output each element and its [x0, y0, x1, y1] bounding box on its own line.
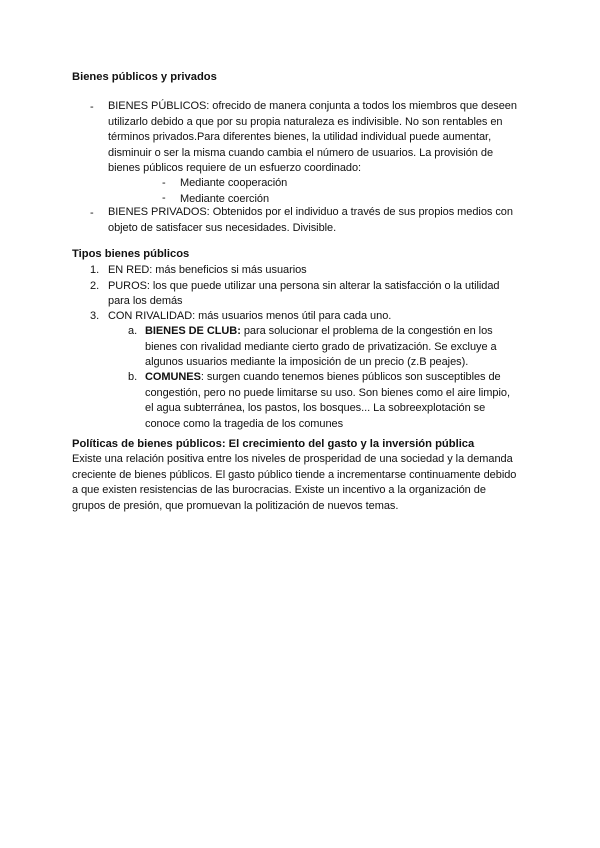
- politicas-line-1: Existe una relación positiva entre los niveles de prosperidad de una sociedad y la demanda: [72, 453, 513, 465]
- comunes-line-1: [145, 370, 501, 385]
- tipo-en-red: EN RED: más beneficios si más usuarios: [108, 264, 307, 276]
- tipo-puros-line-2: para los demás: [108, 295, 183, 307]
- club-bold: BIENES DE CLUB:: [145, 325, 241, 337]
- section-title-politicas: Políticas de bienes públicos: El crecimiento del gasto y la inversión pública: [72, 438, 475, 450]
- politicas-line-2: creciente de bienes públicos. El gasto público tiende a incrementarse continuamente debido: [72, 468, 517, 481]
- comunes-bold: COMUNES: [145, 371, 201, 383]
- sublist-marker-a: a.: [128, 325, 138, 337]
- bullet-publicos-line-3: términos privados.Para diferentes bienes, la utilidad individual puede aumentar,: [108, 131, 492, 143]
- subitem-cooperacion: Mediante cooperación: [180, 177, 288, 189]
- politicas-line-4: grupos de presión, que promuevan la politización de nuevos temas.: [72, 499, 399, 512]
- comunes-text: : surgen cuando tenemos bienes públicos son susceptibles de: [200, 371, 501, 383]
- bullet-privados-line-1: BIENES PRIVADOS: Obtenidos por el individuo a través de sus propios medios con: [108, 206, 513, 218]
- section-title-bienes: Bienes públicos y privados: [72, 71, 217, 83]
- comunes-line-4: conoce como la tragedia de los comunes: [145, 417, 344, 430]
- bullet-dash: -: [90, 207, 94, 219]
- comunes-line-3: el agua subterránea, los pastos, los bosques... La sobreexplotación se: [145, 402, 486, 414]
- club-line-2: bienes con rivalidad mediante cierto grado de privatización. Se excluye a: [145, 340, 497, 353]
- sublist-marker-b: b.: [128, 371, 138, 383]
- politicas-line-3: a que existen resistencias de las burocracias. Existe un incentivo a la organización de: [72, 484, 486, 496]
- list-marker-3: 3.: [90, 310, 100, 322]
- subitem-coercion: Mediante coerción: [180, 192, 270, 205]
- comunes-line-2: congestión, pero no puede limitarse su uso. Son bienes como el aire limpio,: [145, 386, 510, 399]
- bullet-publicos-line-1: BIENES PÚBLICOS: ofrecido de manera conjunta a todos los miembros que deseen: [108, 100, 517, 112]
- tipo-rivalidad: CON RIVALIDAD: más usuarios menos útil para cada uno.: [108, 310, 392, 322]
- bullet-publicos-line-5: bienes públicos requiere de un esfuerzo coordinado:: [108, 162, 362, 174]
- bullet-dash: -: [90, 101, 94, 113]
- subitem-dash: -: [162, 177, 166, 189]
- bullet-publicos-line-4: disminuir o ser la misma cuando cambia el número de usuarios. La provisión de: [108, 146, 494, 159]
- subitem-dash: -: [162, 192, 166, 204]
- bullet-privados-line-2: objeto de satisfacer sus necesidades. Divisible.: [108, 221, 337, 234]
- club-line-1: [145, 324, 493, 339]
- bullet-publicos-line-2: utilizarlo debido a que por su propia naturaleza es indivisible. No son rentables en: [108, 115, 503, 128]
- club-line-3: algunos usuarios mediante la imposición de un precio (z.B peajes).: [145, 356, 469, 368]
- list-marker-1: 1.: [90, 264, 100, 276]
- list-marker-2: 2.: [90, 279, 100, 292]
- section-title-tipos: Tipos bienes públicos: [72, 248, 190, 260]
- tipo-puros-line-1: PUROS: los que puede utilizar una persona sin alterar la satisfacción o la utilidad: [108, 279, 500, 292]
- club-text: para solucionar el problema de la congestión en los: [240, 325, 493, 337]
